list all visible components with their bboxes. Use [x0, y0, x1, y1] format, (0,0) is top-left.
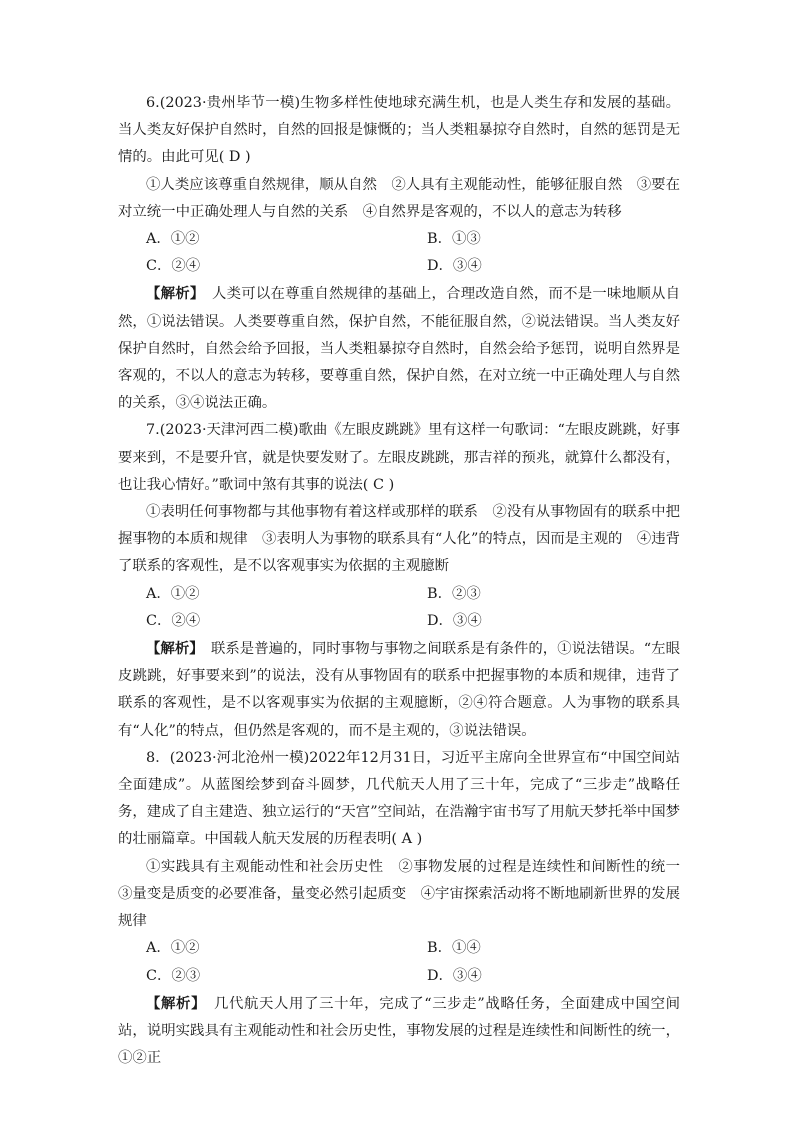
analysis — [118, 280, 680, 417]
questions-content — [118, 90, 695, 1072]
question-statements: ①表明任何事物都与其他事物有着这样或那样的联系 ②没有从事物固有的联系中把握事物的本质和规律 ③表明人为事物的联系具有“人化”的特点，因而是主观的 ④违背了联系的客观性，是不以客观事实为依据的主观臆断 — [118, 504, 680, 575]
options-row — [118, 581, 680, 608]
option-c: C．②④ — [146, 612, 201, 629]
option-a: A．①② — [146, 940, 200, 957]
options-row — [118, 226, 680, 253]
analysis-text: 人类可以在尊重自然规律的基础上，合理改造自然，而不是一味地顺从自然，①说法错误。人类要尊重自然，保护自然，不能征服自然，②说法错误。当人类友好保护自然时，自然会给予回报，当人类粗暴掠夺自然时，自然会给予惩罚，说明自然界是客观的，不以人的意志为转移，要尊重自然，保护自然，在对立统一中正确处理人与自然的关系，③④说法正确。 — [118, 286, 680, 412]
option-c: C．②④ — [146, 258, 201, 275]
question-7 — [118, 417, 680, 744]
question-stem: 7.(2023·天津河西二模)歌曲《左眼皮跳跳》里有这样一句歌词：“左眼皮跳跳，好事要来到，不是要升官，就是快要发财了。左眼皮跳跳，那吉祥的预兆，就算什么都没有，也让我心情好。”歌词中煞有其事的说法( C ) — [118, 422, 681, 493]
analysis-text: 几代航天人用了三十年，完成了“三步走”战略任务，全面建成中国空间站，说明实践具有主观能动性和社会历史性，事物发展的过程是连续性和间断性的统一，①②正 — [118, 995, 680, 1067]
option-a: A．①② — [146, 585, 200, 602]
option-d: D．③④ — [427, 612, 482, 629]
options-row — [118, 935, 680, 962]
option-d: D．③④ — [427, 967, 482, 984]
analysis-text: 联系是普遍的，同时事物与事物之间联系是有条件的，①说法错误。“左眼皮跳跳，好事要来到”的说法，没有从事物固有的联系中把握事物的本质和规律，违背了联系的客观性，是不以客观事实为依据的主观臆断，②④符合题意。人为事物的联系具有“人化”的特点，但仍然是客观的，而不是主观的，③说法错误。 — [118, 641, 680, 739]
analysis-label: 【解析】 — [146, 640, 197, 658]
analysis-label: 【解析】 — [146, 285, 198, 303]
options-row — [118, 608, 680, 635]
question-6 — [118, 90, 680, 417]
option-b: B．①④ — [427, 940, 481, 957]
options-row — [118, 963, 680, 990]
option-b: B．①③ — [427, 231, 481, 248]
question-8 — [118, 745, 695, 1072]
question-stem: 6.(2023·贵州毕节一模)生物多样性使地球充满生机，也是人类生存和发展的基础。当人类友好保护自然时，自然的回报是慷慨的；当人类粗暴掠夺自然时，自然的惩罚是无情的。由此可见( D ) — [118, 95, 680, 166]
question-stem: 8．(2023·河北沧州一模)2022年12月31日，习近平主席向全世界宣布“中国空间站全面建成”。从蓝图绘梦到奋斗圆梦，几代航天人用了三十年，完成了“三步走”战略任务，建成了自主建造、独立运行的“天宫”空间站，在浩瀚宇宙书写了用航天梦托举中国梦的壮丽篇章。中国载人航天发展的历程表明( A ) — [118, 749, 680, 848]
question-statements: ①人类应该尊重自然规律，顺从自然 ②人具有主观能动性，能够征服自然 ③要在对立统一中正确处理人与自然的关系 ④自然界是客观的，不以人的意志为转移 — [118, 176, 680, 220]
options-row — [118, 253, 680, 280]
analysis — [118, 990, 680, 1073]
analysis-label: 【解析】 — [146, 994, 199, 1012]
option-a: A．①② — [146, 231, 200, 248]
question-statements: ①实践具有主观能动性和社会历史性 ②事物发展的过程是连续性和间断性的统一 ③量变是质变的必要准备，量变必然引起质变 ④宇宙探索活动将不断地刷新世界的发展规律 — [118, 858, 695, 930]
analysis — [118, 635, 680, 745]
option-c: C．②③ — [146, 967, 201, 984]
option-b: B．②③ — [427, 585, 481, 602]
option-d: D．③④ — [427, 258, 482, 275]
